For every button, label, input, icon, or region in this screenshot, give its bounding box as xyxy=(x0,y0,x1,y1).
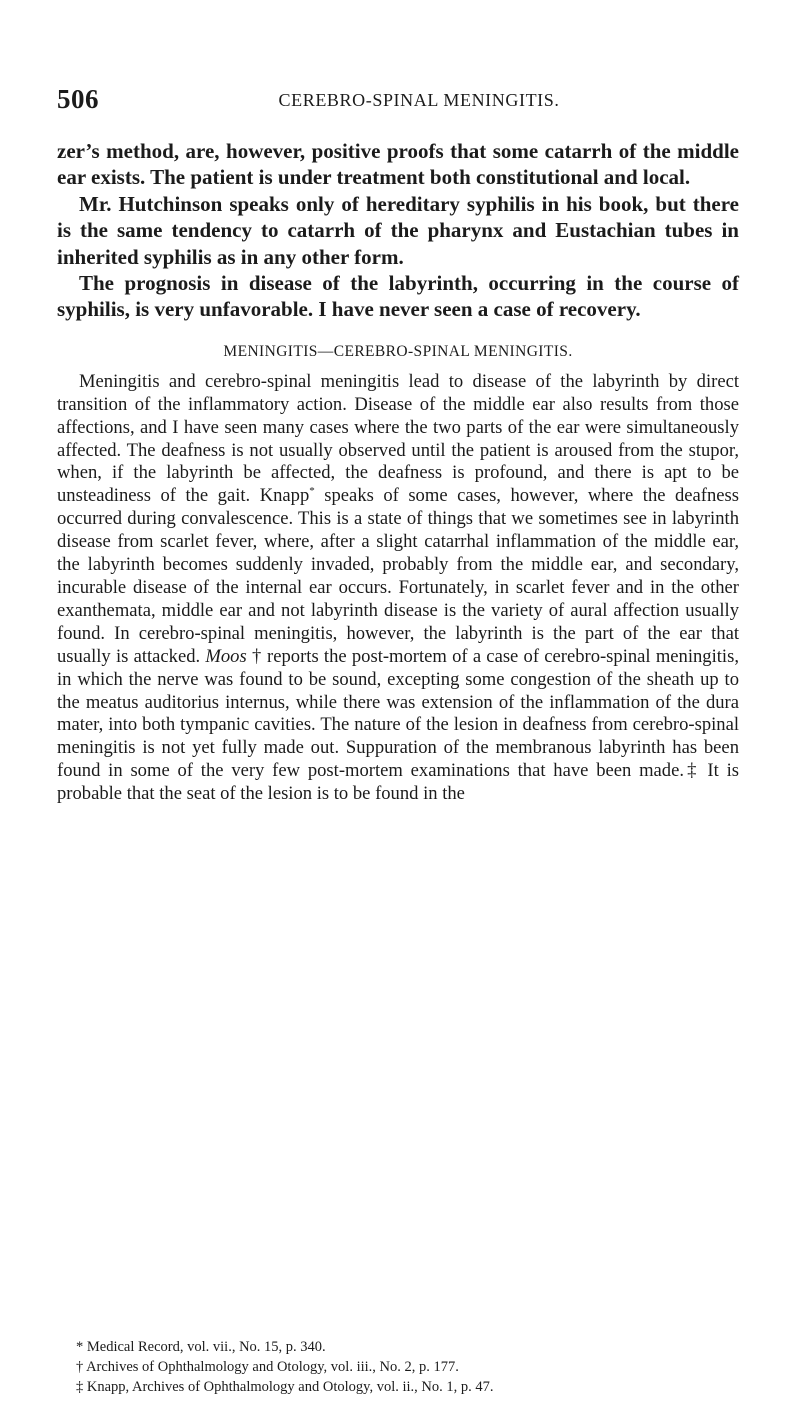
text-run: speaks of some cases, however, where the deafness occurred during convalescence. This is a state of things that we sometimes see in labyrinth disease from scarlet fever, where, after a slight catarrhal inflammation of the middle ear, the labyrinth becomes suddenly invaded, probably from the middle ear, and secondary, incurable disease of the internal ear occurs. Fortunately, in scarlet fever and in the other exanthemata, middle ear and not labyrinth disease is the variety of aural affection usually found. In cerebro-spinal meningitis, however, the labyrinth is the part of the ear that usually is attacked. xyxy=(57,485,739,667)
running-head xyxy=(57,84,741,114)
footnote-3: ‡ Knapp, Archives of Ophthalmology and Otology, vol. ii., No. 1, p. 47. xyxy=(76,1379,494,1395)
author-name: Moos xyxy=(205,645,247,667)
text-run: reports the post-mortem of a case of cerebro-spinal meningitis, in which the nerve was found to be sound, excepting some congestion of the sheath up to the meatus auditorius internus, while there was extension of the inflammation of the dura mater, into both tympanic cavities. The nature of the lesion in deafness from cerebro-spinal meningitis is not yet fully made out. Suppuration of the membranous labyrinth has been found in some of the very few post-mortem examinations that have been made. xyxy=(57,645,739,782)
paragraph-continuation: zer’s method, are, however, positive proofs that some catarrh of the middle ear exists. The patient is under treatment both constitutional and local. xyxy=(57,139,739,190)
footnote-1: * Medical Record, vol. vii., No. 15, p. 340. xyxy=(76,1339,326,1355)
footnote-2: † Archives of Ophthalmology and Otology, vol. iii., No. 2, p. 177. xyxy=(76,1359,459,1375)
footnote-ref: ‡ xyxy=(684,760,700,782)
text-run: Meningitis and cerebro-spinal meningitis lead to disease of the labyrinth by direct transition of the inflammatory action. Disease of the middle ear also results from those affections, and I have seen many cases where the two parts of the ear were simultaneously affected. The deafness is not usually observed until the patient is aroused from the stupor, when, if the labyrinth be affected, the deafness is profound, and there is apt to be unsteadiness of the gait. Knapp xyxy=(57,370,739,507)
paragraph-meningitis xyxy=(57,371,739,806)
running-title: CEREBRO-SPINAL MENINGITIS. xyxy=(278,90,560,110)
footnotes xyxy=(76,1337,746,1397)
section-heading: MENINGITIS—CEREBRO-SPINAL MENINGITIS. xyxy=(223,342,573,360)
paragraph-hutchinson: Mr. Hutchinson speaks only of hereditary syphilis in his book, but there is the same tendency to catarrh of the pharynx and Eustachian tubes in inherited syphilis as in any other form. xyxy=(57,191,739,269)
footnote-ref: * xyxy=(309,485,315,498)
page-number: 506 xyxy=(57,84,99,114)
text-run: It is probable that the seat of the lesion is to be found in the xyxy=(57,760,739,805)
body-text xyxy=(57,138,739,806)
paragraph-prognosis: The prognosis in disease of the labyrinth, occurring in the course of syphilis, is very unfavorable. I have never seen a case of recovery. xyxy=(57,271,739,322)
footnote-ref: † xyxy=(246,645,262,667)
